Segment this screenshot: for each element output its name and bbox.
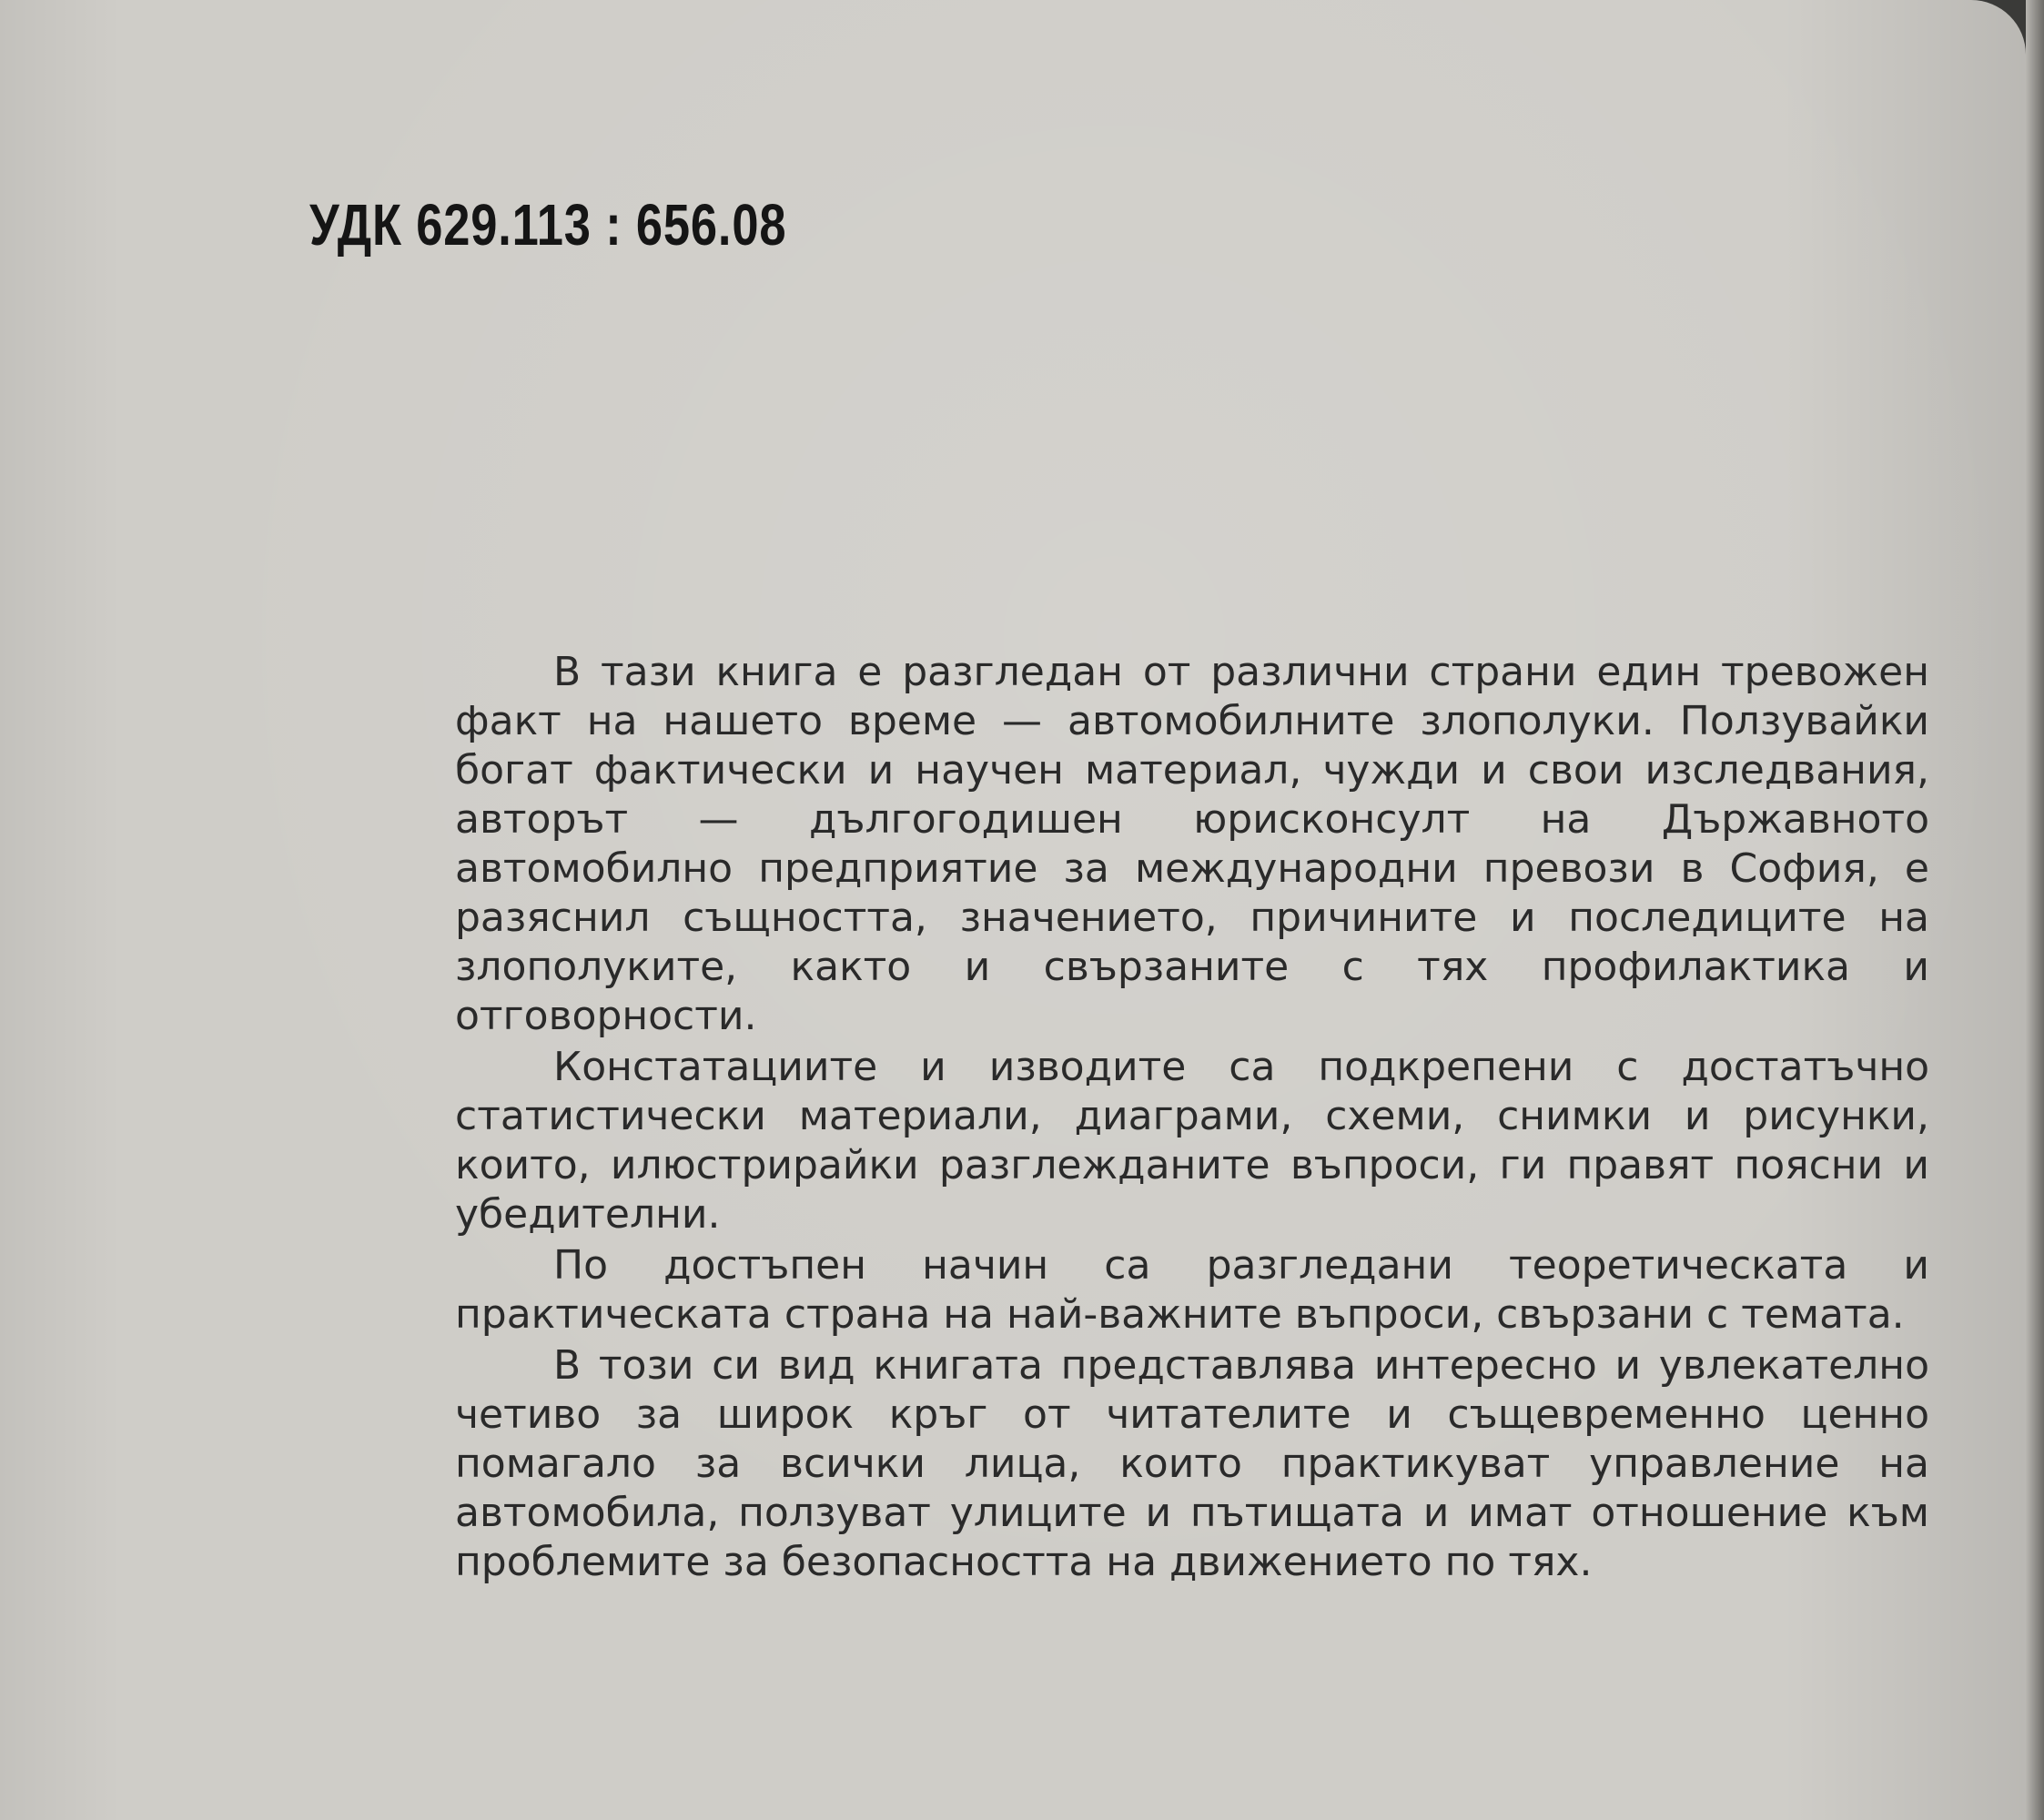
paragraph-1: В тази книга е разгледан от различни страни един тревожен факт на нашето време — автомобилните злополуки. Ползувайки богат фактически и научен материал, чужди и свои изследвания, авторът — дългогодишен юрисконсулт на Държавното автомобилно предприятие за международни превози в София, е разяснил същността, значението, причините и последиците на злополуките, както и свързаните с тях профилактика и отговорности. — [455, 649, 1929, 1039]
paragraph-4: В този си вид книгата представлява интересно и увлекателно четиво за широк кръг от читателите и същевременно ценно помагало за всички лица, които практикуват управление на автомобила, ползуват улиците и пътищата и имат отношение към проблемите за безопасността на движението по тях. — [455, 1342, 1929, 1585]
udk-classification: УДК 629.113 : 656.08 — [309, 192, 787, 258]
page-edge — [2026, 0, 2044, 1820]
paragraph-3: По достъпен начин са разгледани теоретическата и практическата страна на най-важните въпроси, свързани с темата. — [455, 1242, 1929, 1338]
annotation-text — [455, 648, 1929, 1589]
paragraph-2: Констатациите и изводите са подкрепени с достатъчно статистически материали, диаграми, схеми, снимки и рисунки, които, илюстрирайки разглежданите въпроси, ги правят поясни и убедителни. — [455, 1044, 1929, 1238]
